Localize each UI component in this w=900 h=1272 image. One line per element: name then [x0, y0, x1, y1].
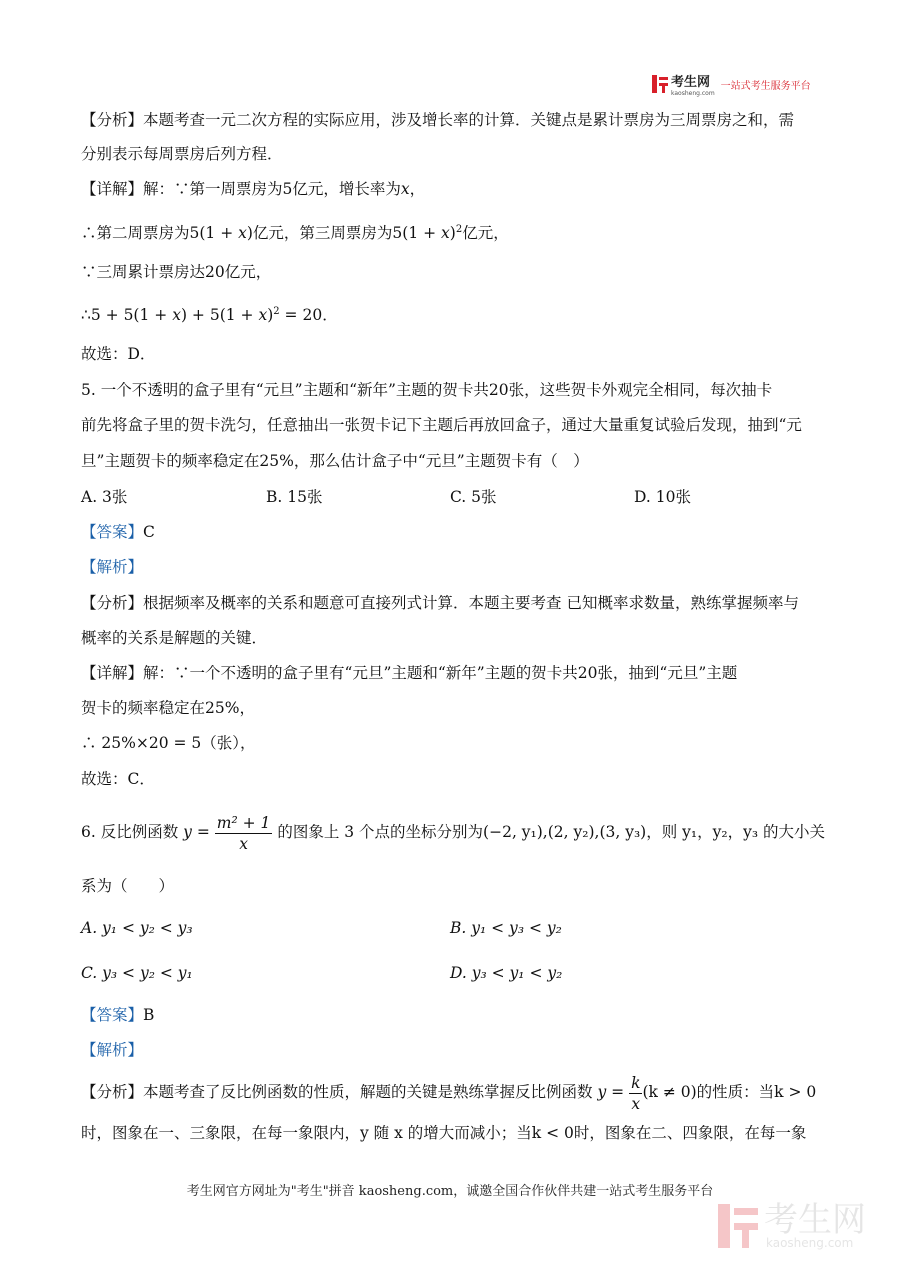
exponent-2: 2 [273, 306, 280, 317]
q5-option-c: C. 5张 [450, 488, 497, 506]
q4-detail-4a: ∴5 + 5(1 + [81, 306, 173, 325]
q4-detail-punct: ， [409, 180, 426, 198]
q6-answer-label: 【答案】 [81, 1006, 144, 1024]
q6-function-fraction [215, 813, 273, 854]
exponent-2: 2 [455, 224, 463, 235]
q4-analysis-line-1 [81, 109, 794, 131]
q5-answer: C [143, 523, 155, 541]
q4-analysis-label: 【分析】 [81, 111, 144, 129]
watermark-logo-icon [718, 1204, 758, 1248]
q5-analysis-line-2: 概率的关系是解题的关键． [81, 629, 268, 647]
q4-detail-2a: ∴第二周票房为5(1 + [81, 224, 239, 243]
logo-name: 考生网 [671, 75, 711, 90]
q5-stem-line-1: 5. 一个不透明的盒子里有“元旦”主题和“新年”主题的贺卡共20张，这些贺卡外观完全相同，每次抽卡 [81, 381, 773, 399]
q4-choice: 故选：D． [81, 345, 156, 363]
q5-stem-line-3: 旦”主题贺卡的频率稳定在25%，那么估计盒子中“元旦”主题贺卡有（ ） [81, 452, 589, 470]
q6-fraction-denominator: x [239, 834, 248, 853]
kaosheng-logo-icon [652, 75, 668, 93]
q4-var-x: x [258, 306, 268, 325]
q6-option-d: D. y₃ < y₁ < y₂ [450, 964, 563, 982]
q6-stem-line-1 [81, 812, 825, 854]
q6-fraction-numerator: m² + 1 [216, 813, 271, 832]
q4-detail-label: 【详解】 [81, 180, 144, 198]
q6-analysis-fraction [629, 1073, 642, 1114]
q6-analysis-numerator: k [631, 1073, 641, 1092]
q6-analysis-label: 【分析】 [81, 1083, 144, 1101]
q6-answer-line [81, 1004, 154, 1026]
q4-var-x: x [400, 180, 410, 198]
q5-analysis-line-1 [81, 592, 799, 614]
watermark [718, 1200, 866, 1250]
q6-analysis-line-1 [81, 1072, 816, 1114]
q5-analysis-text-1: 根据频率及概率的关系和题意可直接列式计算．本题主要考查 已知概率求数量，熟练掌握频率与 [143, 594, 799, 612]
q4-detail-line-1 [81, 178, 425, 200]
q5-explain-label: 【解析】 [81, 558, 144, 576]
q6-explain-label: 【解析】 [81, 1041, 144, 1059]
q4-detail-text-1: 解：∵第一周票房为5亿元，增长率为 [143, 180, 401, 198]
q5-analysis-label: 【分析】 [81, 594, 144, 612]
q4-var-x: x [441, 224, 450, 243]
q5-detail-text-1: 解：∵一个不透明的盒子里有“元旦”主题和“新年”主题的贺卡共20张，抽到“元旦”主题 [143, 664, 738, 682]
q6-option-a: A. y₁ < y₂ < y₃ [81, 919, 193, 937]
q6-analysis-text-1b: (k ≠ 0)的性质：当k > 0 [642, 1083, 817, 1101]
q4-detail-line-4 [81, 301, 338, 326]
q5-answer-label: 【答案】 [81, 523, 144, 541]
q6-option-b: B. y₁ < y₃ < y₂ [450, 919, 562, 937]
q4-detail-2c: ) [449, 224, 456, 243]
q4-var-x: x [238, 224, 247, 243]
q4-analysis-line-2: 分别表示每周票房后列方程． [81, 145, 283, 163]
q6-analysis-denominator: x [631, 1094, 641, 1113]
q4-detail-2b: )亿元，第三周票房为5(1 + [246, 224, 442, 243]
q5-choice: 故选：C． [81, 770, 155, 788]
q6-func-y: y = [183, 823, 210, 841]
q4-detail-2d: 亿元， [462, 224, 509, 243]
q6-stem-line-2: 系为（ ） [81, 877, 175, 895]
footer-text: 考生网官方网址为"考生"拼音 kaosheng.com，诚邀全国合作伙伴共建一站式考生服务平台 [186, 1184, 714, 1199]
q5-detail-label: 【详解】 [81, 664, 144, 682]
q5-answer-line [81, 521, 155, 543]
logo-slogan: 一站式考生服务平台 [720, 80, 811, 92]
q5-option-d: D. 10张 [634, 488, 691, 506]
q6-stem-b: 的图象上 3 个点的坐标分别为(−2, y₁),(2, y₂),(3, y₃)，则 y₁，y₂，y₃ 的大小关 [277, 823, 825, 841]
q4-detail-4d: = 20． [279, 306, 338, 325]
q6-analysis-func-y: y = [597, 1083, 625, 1101]
q5-option-b: B. 15张 [266, 488, 323, 506]
q4-detail-4c: ) [267, 306, 274, 325]
q5-stem-line-2: 前先将盒子里的贺卡洗匀，任意抽出一张贺卡记下主题后再放回盒子，通过大量重复试验后发现，抽到“元 [81, 416, 802, 434]
q5-detail-line-1 [81, 662, 737, 684]
header-logo [652, 74, 811, 97]
q4-detail-line-3: ∵三周累计票房达20亿元， [81, 263, 272, 281]
q5-detail-line-3: ∴ 25%×20 = 5（张）， [81, 734, 256, 752]
q6-analysis-text-1a: 本题考查了反比例函数的性质，解题的关键是熟练掌握反比例函数 [143, 1083, 593, 1101]
q4-var-x: x [172, 306, 181, 325]
q6-stem-a: 6. 反比例函数 [81, 823, 179, 841]
q5-option-a: A. 3张 [81, 488, 128, 506]
q4-detail-4b: ) + 5(1 + [180, 306, 259, 325]
q4-analysis-text-1: 本题考查一元二次方程的实际应用，涉及增长率的计算．关键点是累计票房为三周票房之和，需 [143, 111, 795, 129]
watermark-domain: kaosheng.com [766, 1236, 854, 1250]
logo-domain: kaosheng.com [671, 90, 715, 97]
q6-option-c: C. y₃ < y₂ < y₁ [81, 964, 193, 982]
watermark-name: 考生网 [764, 1200, 866, 1240]
q6-answer: B [143, 1006, 155, 1024]
q6-analysis-line-2: 时，图象在一、三象限，在每一象限内，y 随 x 的增大而减小；当k < 0时，图象在二、四象限，在每一象 [81, 1124, 807, 1142]
q4-detail-line-2 [81, 219, 509, 244]
q5-detail-line-2: 贺卡的频率稳定在25%， [81, 699, 255, 717]
